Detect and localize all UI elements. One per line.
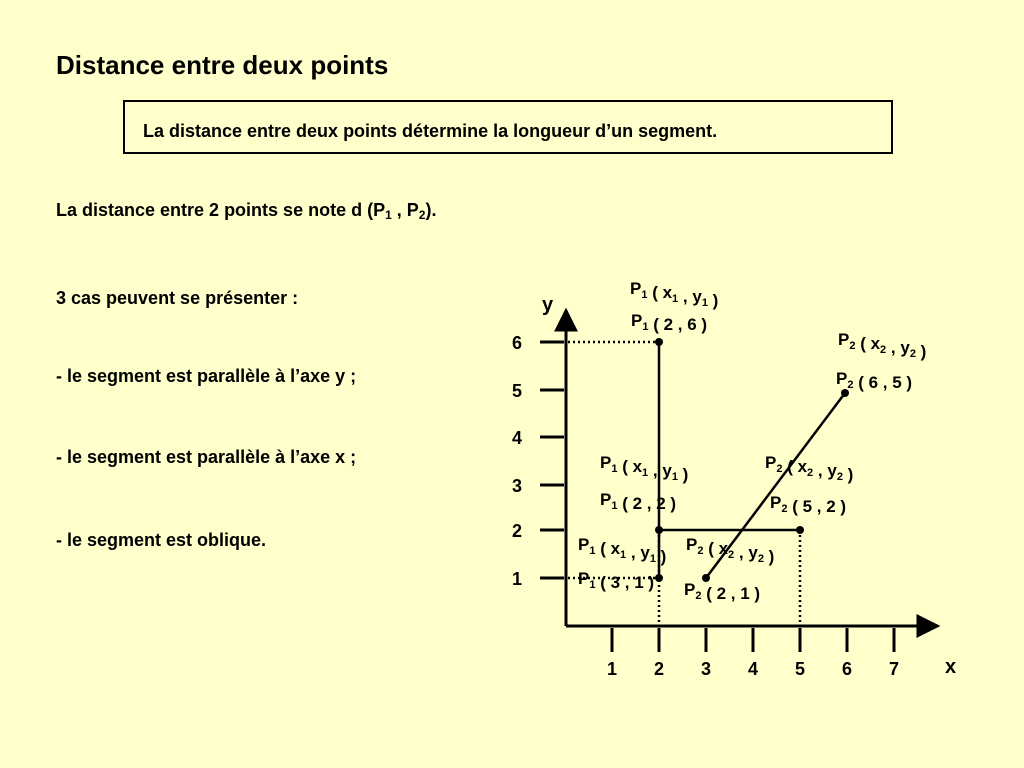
notation-sub-2: 2 — [418, 208, 426, 222]
notation-sub-1: 1 — [385, 208, 392, 222]
x-tick-label: 2 — [653, 659, 665, 679]
definition-text: La distance entre deux points détermine la longueur d’un segment. — [143, 121, 718, 141]
case-item-parallel-y: - le segment est parallèle à l’axe y ; — [56, 366, 357, 386]
label-oblique-p1-value: $P_2$ ( 2 , 1 ) — [684, 580, 761, 603]
notation-suffix: ). — [425, 200, 437, 220]
case-item-parallel-x: - le segment est parallèle à l’axe x ; — [56, 447, 357, 467]
y-tick-label: 2 — [511, 521, 523, 541]
y-tick-label: 4 — [511, 428, 523, 448]
y-tick-label: 1 — [511, 569, 523, 589]
y-axis-label: y — [542, 294, 554, 316]
y-tick-label: 6 — [511, 333, 523, 353]
y-tick-label: 5 — [511, 381, 523, 401]
x-axis-label: x — [945, 656, 957, 678]
notation-mid: , P — [391, 200, 419, 220]
label-vertical-p1-generic: $P_1$ ( $x_1$ , $y_1$ ) — [630, 279, 719, 310]
notation-prefix: La distance entre 2 points se note d (P — [56, 200, 386, 220]
x-tick-label: 3 — [700, 659, 712, 679]
x-tick-label: 7 — [888, 659, 900, 679]
label-horizontal-p1-generic: $P_1$ ( $x_1$ , $y_1$ ) — [600, 453, 689, 484]
label-horizontal-p1-value: $P_1$ ( 2 , 2 ) — [600, 490, 677, 513]
label-oblique-p2-value: $P_2$ ( 6 , 5 ) — [836, 369, 913, 392]
x-ticks — [612, 628, 894, 652]
x-tick-label: 1 — [606, 659, 618, 679]
case-item-oblique: - le segment est oblique. — [56, 530, 267, 550]
x-tick-label: 5 — [794, 659, 806, 679]
label-vertical-p1-value: $P_1$ ( 2 , 6 ) — [631, 311, 708, 334]
label-oblique-p2-generic: $P_2$ ( $x_2$ , $y_2$ ) — [838, 330, 927, 361]
x-tick-label: 4 — [747, 659, 759, 679]
label-horizontal-p2-generic: $P_2$ ( $x_2$ , $y_2$ ) — [765, 453, 854, 484]
x-tick-label: 6 — [841, 659, 853, 679]
label-vertical-p2-generic: $P_1$ ( $x_1$ , $y_1$ ) — [578, 535, 667, 566]
cases-intro: 3 cas peuvent se présenter : — [56, 288, 299, 308]
y-tick-label: 3 — [511, 476, 523, 496]
label-oblique-p1-generic: $P_2$ ( $x_2$ , $y_2$ ) — [686, 535, 775, 566]
y-ticks — [540, 342, 564, 578]
label-vertical-p2-value: $P_1$ ( 3 , 1 ) — [578, 569, 655, 592]
label-horizontal-p2-value: $P_2$ ( 5 , 2 ) — [770, 493, 847, 516]
slide-title: Distance entre deux points — [56, 50, 389, 80]
